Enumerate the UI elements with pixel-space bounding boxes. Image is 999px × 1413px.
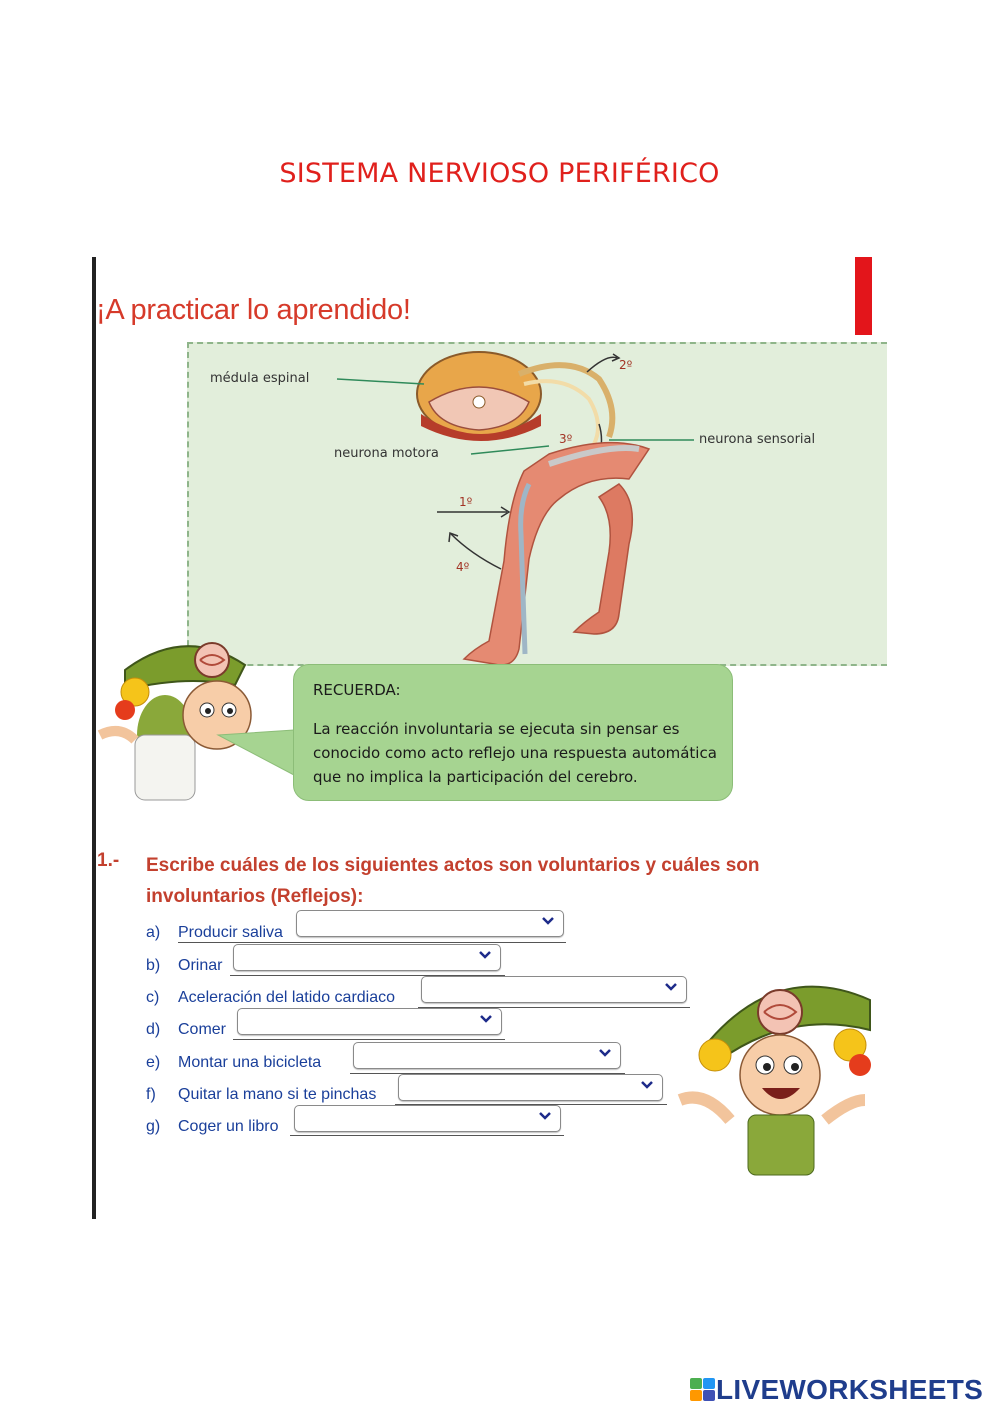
- chevron-down-icon: [541, 916, 555, 926]
- item-letter: g): [146, 1118, 161, 1135]
- item-letter: d): [146, 1021, 161, 1038]
- chevron-down-icon: [598, 1048, 612, 1058]
- liveworksheets-logo: [690, 1374, 983, 1406]
- answer-select-d[interactable]: [237, 1008, 502, 1035]
- chevron-down-icon: [478, 950, 492, 960]
- reminder-title: RECUERDA:: [313, 681, 401, 699]
- chevron-down-icon: [479, 1014, 493, 1024]
- question-number: 1.-: [97, 850, 120, 871]
- label-sensory-neuron: neurona sensorial: [699, 432, 816, 447]
- reflex-illustration: [189, 344, 889, 666]
- speech-bubble-tail: [215, 725, 297, 780]
- chevron-down-icon: [538, 1111, 552, 1121]
- answer-select-c[interactable]: [421, 976, 687, 1003]
- item-label: Aceleración del latido cardiaco: [178, 989, 396, 1006]
- answer-select-b[interactable]: [233, 944, 501, 971]
- practice-heading: ¡A practicar lo aprendido!: [96, 294, 411, 326]
- cartoon-kid-happy-illustration: [670, 970, 875, 1180]
- item-letter: a): [146, 924, 161, 941]
- answer-underline: [178, 942, 566, 943]
- item-label: Quitar la mano si te pinchas: [178, 1086, 377, 1103]
- liveworksheets-logo-icon: [690, 1378, 716, 1402]
- answer-select-g[interactable]: [294, 1105, 561, 1132]
- answer-select-e[interactable]: [353, 1042, 621, 1069]
- spinal-cord-illustration: [417, 352, 541, 441]
- answer-underline: [233, 1039, 505, 1040]
- chevron-down-icon: [640, 1080, 654, 1090]
- item-label: Orinar: [178, 957, 223, 974]
- item-label: Comer: [178, 1021, 227, 1038]
- red-corner-tab: [855, 257, 872, 335]
- leg-illustration: [464, 443, 649, 665]
- step-3-label: 3º: [559, 432, 573, 446]
- step-1-label: 1º: [459, 495, 473, 509]
- item-letter: b): [146, 957, 161, 974]
- step-4-label: 4º: [456, 560, 470, 574]
- item-label: Coger un libro: [178, 1118, 279, 1135]
- item-letter: e): [146, 1054, 161, 1071]
- item-label: Montar una bicicleta: [178, 1054, 322, 1071]
- reflex-diagram: [187, 342, 887, 666]
- page-title: SISTEMA NERVIOSO PERIFÉRICO: [279, 158, 720, 189]
- reminder-text: La reacción involuntaria se ejecuta sin pensar es conocido como acto reflejo una respuesta automática que no implica la participación del cerebro.: [313, 720, 717, 786]
- item-label: Producir saliva: [178, 924, 283, 941]
- item-letter: f): [146, 1086, 156, 1103]
- question-text: Escribe cuáles de los siguientes actos son voluntarios y cuáles son involuntarios (Reflejos):: [146, 855, 760, 907]
- answer-select-a[interactable]: [296, 910, 564, 937]
- step-2-label: 2º: [619, 358, 633, 372]
- answer-select-f[interactable]: [398, 1074, 663, 1101]
- answer-underline: [290, 1135, 564, 1136]
- item-letter: c): [146, 989, 160, 1006]
- label-motor-neuron: neurona motora: [334, 446, 439, 461]
- label-spinal-cord: médula espinal: [210, 371, 310, 386]
- reminder-bubble: [293, 664, 733, 801]
- logo-text: LIVEWORKSHEETS: [716, 1374, 984, 1405]
